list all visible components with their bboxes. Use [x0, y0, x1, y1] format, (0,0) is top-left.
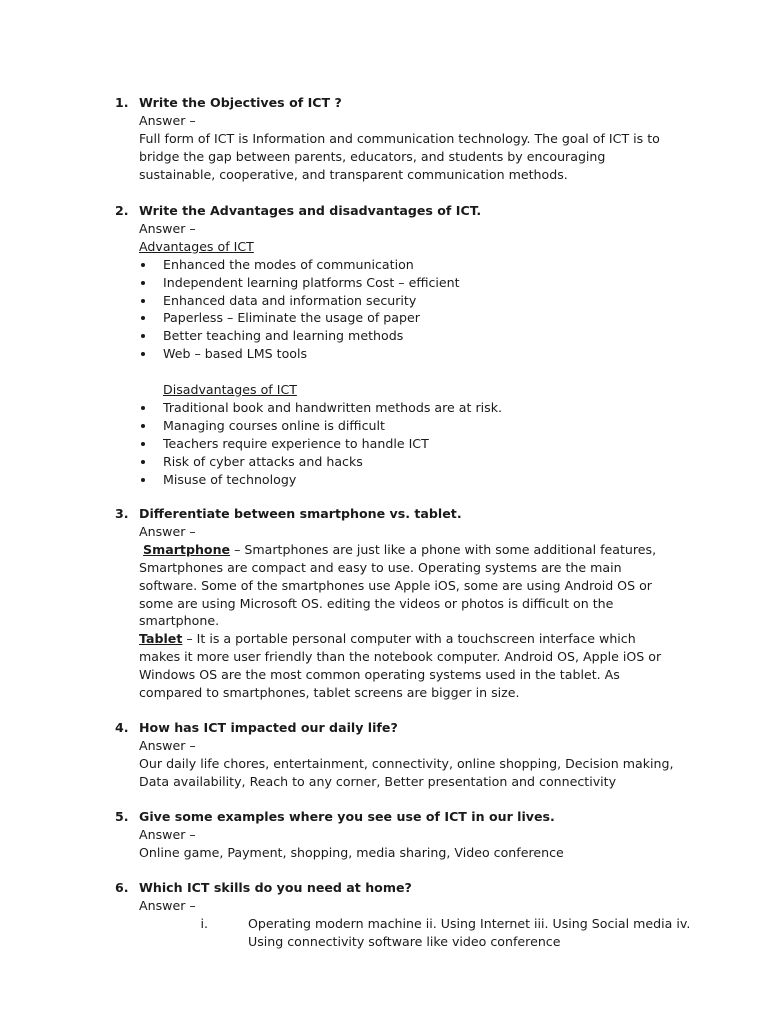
list-item: Better teaching and learning methods [139, 327, 685, 345]
answer-line: sustainable, cooperative, and transparent communication methods. [139, 166, 568, 182]
list-item: Web – based LMS tools [139, 345, 685, 363]
question-1-heading [115, 94, 685, 112]
answer-line: software. Some of the smartphones use Apple iOS, some are using Android OS or [139, 577, 652, 593]
answer-line: Smartphones are compact and easy to use. Operating systems are the main [139, 559, 622, 575]
question-3 [115, 505, 685, 702]
advantages-list [139, 256, 685, 363]
question-4 [115, 719, 685, 791]
answer-line: bridge the gap between parents, educators, and students by encouraging [139, 148, 606, 164]
answer-line: Windows OS are the most common operating systems used in the tablet. As [139, 667, 620, 683]
answer-line: some are using Microsoft OS. editing the videos or photos is difficult on the [139, 595, 614, 611]
question-2-heading [115, 202, 685, 220]
roman-list-item [162, 915, 691, 951]
answer-line: smartphone. [139, 613, 220, 629]
question-4-heading [115, 719, 685, 737]
list-item: Risk of cyber attacks and hacks [139, 453, 685, 471]
list-item: Independent learning platforms Cost – efficient [139, 274, 685, 292]
answer-label: Answer – [139, 737, 196, 753]
list-item: Enhanced data and information security [139, 292, 685, 310]
advantages-heading: Advantages of ICT [139, 238, 254, 254]
question-title: Differentiate between smartphone vs. tablet. [139, 506, 462, 521]
question-title: Write the Objectives of ICT ? [139, 95, 342, 110]
disadvantages-list [139, 399, 685, 489]
tablet-paragraph-start: Tablet – It is a portable personal computer with a touchscreen interface which [139, 631, 636, 647]
bullet-icon [141, 352, 145, 356]
question-title: How has ICT impacted our daily life? [139, 720, 398, 735]
question-5 [115, 808, 685, 862]
answer-line: Our daily life chores, entertainment, connectivity, online shopping, Decision making, [139, 755, 674, 771]
answer-label: Answer – [139, 826, 196, 842]
question-1 [115, 94, 685, 184]
list-item: Traditional book and handwritten methods are at risk. [139, 399, 685, 417]
question-title: Which ICT skills do you need at home? [139, 880, 412, 895]
answer-line: Data availability, Reach to any corner, Better presentation and connectivity [139, 773, 617, 789]
question-title: Give some examples where you see use of ICT in our lives. [139, 809, 555, 824]
answer-label: Answer – [139, 112, 196, 128]
bullet-icon [141, 334, 145, 338]
bullet-icon [141, 299, 145, 303]
answer-label: Answer – [139, 897, 196, 913]
question-number: 6. [115, 880, 129, 895]
list-item: Misuse of technology [139, 471, 685, 489]
tablet-term: Tablet [139, 631, 183, 647]
smartphone-paragraph-start: Smartphone – Smartphones are just like a phone with some additional features, [143, 541, 657, 557]
roman-numeral: i. [200, 915, 208, 931]
bullet-icon [141, 316, 145, 320]
answer-line: compared to smartphones, tablet screens are bigger in size. [139, 685, 520, 701]
bullet-icon [141, 406, 145, 410]
question-3-heading [115, 505, 685, 523]
answer-line: Using connectivity software like video conference [248, 933, 561, 949]
question-number: 2. [115, 203, 129, 218]
answer-line: Full form of ICT is Information and communication technology. The goal of ICT is to [139, 130, 660, 146]
bullet-icon [141, 281, 145, 285]
question-number: 5. [115, 809, 129, 824]
answer-label: Answer – [139, 523, 196, 539]
smartphone-term: Smartphone [143, 541, 231, 557]
question-number: 4. [115, 720, 129, 735]
list-item: Managing courses online is difficult [139, 417, 685, 435]
answer-label: Answer – [139, 220, 196, 236]
bullet-icon [141, 442, 145, 446]
bullet-icon [141, 263, 145, 267]
question-2 [115, 202, 685, 488]
question-title: Write the Advantages and disadvantages of ICT. [139, 203, 482, 218]
question-6 [115, 879, 691, 951]
answer-line: makes it more user friendly than the notebook computer. Android OS, Apple iOS or [139, 649, 662, 665]
question-6-heading [115, 879, 685, 897]
list-item: Teachers require experience to handle ICT [139, 435, 685, 453]
question-number: 1. [115, 95, 129, 110]
question-5-heading [115, 808, 685, 826]
disadvantages-heading: Disadvantages of ICT [163, 382, 297, 398]
answer-line: Online game, Payment, shopping, media sharing, Video conference [139, 844, 564, 860]
list-item: Paperless – Eliminate the usage of paper [139, 309, 685, 327]
answer-line: Operating modern machine ii. Using Internet iii. Using Social media iv. [248, 915, 691, 931]
bullet-icon [141, 460, 145, 464]
list-item: Enhanced the modes of communication [139, 256, 685, 274]
bullet-icon [141, 478, 145, 482]
bullet-icon [141, 424, 145, 428]
question-number: 3. [115, 506, 129, 521]
